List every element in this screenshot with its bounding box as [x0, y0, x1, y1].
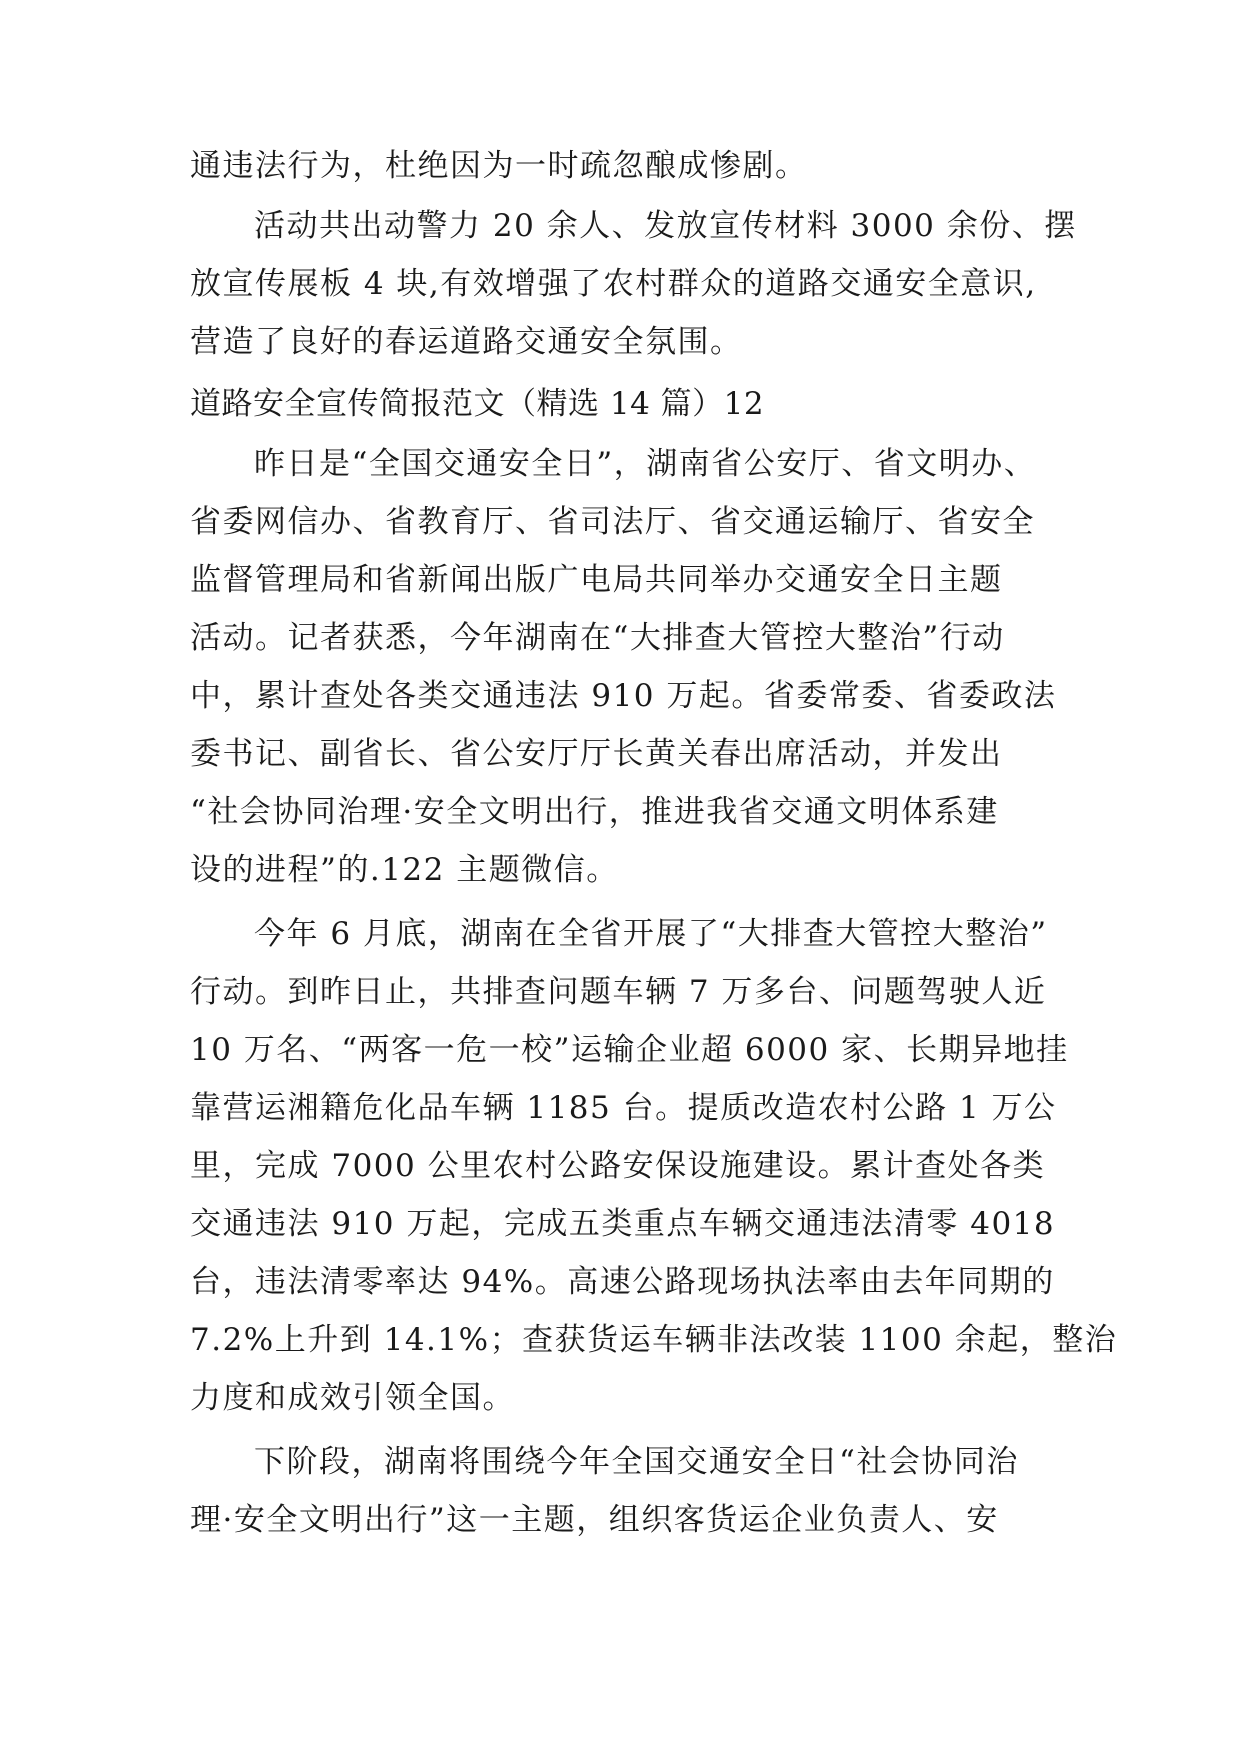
paragraph-line: “社会协同治理·安全文明出行，推进我省交通文明体系建 — [190, 794, 999, 830]
paragraph-line: 活动共出动警力 20 余人、发放宣传材料 3000 余份、摆 — [254, 208, 1077, 244]
section-heading: 道路安全宣传简报范文（精选 14 篇）12 — [190, 386, 765, 422]
paragraph-line: 设的进程”的.122 主题微信。 — [190, 852, 619, 888]
paragraph-line: 省委网信办、省教育厅、省司法厅、省交通运输厅、省安全 — [190, 504, 1035, 540]
paragraph-line: 营造了良好的春运道路交通安全氛围。 — [190, 324, 743, 360]
paragraph-line: 行动。到昨日止，共排查问题车辆 7 万多台、问题驾驶人近 — [190, 974, 1047, 1010]
paragraph-line: 力度和成效引领全国。 — [190, 1380, 515, 1416]
paragraph-line: 下阶段，湖南将围绕今年全国交通安全日“社会协同治 — [254, 1444, 1019, 1480]
paragraph-line: 理·安全文明出行”这一主题，组织客货运企业负责人、安 — [190, 1502, 999, 1538]
paragraph-line: 7.2%上升到 14.1%；查获货运车辆非法改装 1100 余起，整治 — [190, 1322, 1118, 1358]
paragraph-line: 放宣传展板 4 块,有效增强了农村群众的道路交通安全意识, — [190, 266, 1037, 302]
paragraph-line: 台，违法清零率达 94%。高速公路现场执法率由去年同期的 — [190, 1264, 1055, 1300]
paragraph-line: 通违法行为，杜绝因为一时疏忽酿成惨剧。 — [190, 148, 808, 184]
paragraph-line: 委书记、副省长、省公安厅厅长黄关春出席活动，并发出 — [190, 736, 1003, 772]
paragraph-line: 监督管理局和省新闻出版广电局共同举办交通安全日主题 — [190, 562, 1003, 598]
paragraph-line: 交通违法 910 万起，完成五类重点车辆交通违法清零 4018 — [190, 1206, 1056, 1242]
paragraph-line: 昨日是“全国交通安全日”，湖南省公安厅、省文明办、 — [254, 446, 1037, 482]
paragraph-line: 活动。记者获悉，今年湖南在“大排查大管控大整治”行动 — [190, 620, 1005, 656]
paragraph-line: 今年 6 月底，湖南在全省开展了“大排查大管控大整治” — [254, 916, 1048, 952]
paragraph-line: 10 万名、“两客一危一校”运输企业超 6000 家、长期异地挂 — [190, 1032, 1069, 1068]
paragraph-line: 中，累计查处各类交通违法 910 万起。省委常委、省委政法 — [190, 678, 1057, 714]
paragraph-line: 靠营运湘籍危化品车辆 1185 台。提质改造农村公路 1 万公 — [190, 1090, 1057, 1126]
paragraph-line: 里，完成 7000 公里农村公路安保设施建设。累计查处各类 — [190, 1148, 1046, 1184]
